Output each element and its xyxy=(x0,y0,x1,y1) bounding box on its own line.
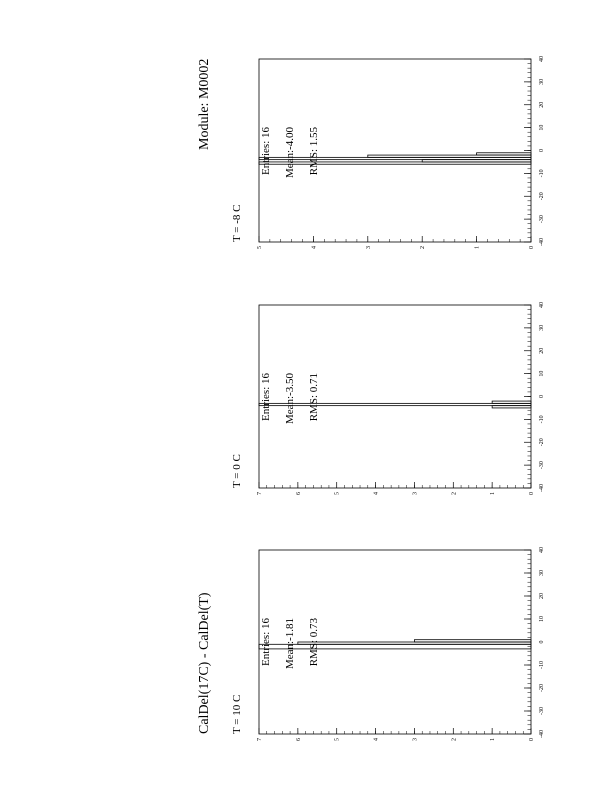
count-tick-label: 2 xyxy=(451,492,458,495)
count-tick-label: 3 xyxy=(365,246,372,249)
value-tick-label: 10 xyxy=(539,124,545,131)
histogram-panel xyxy=(231,56,545,249)
histogram-bin xyxy=(492,401,531,403)
count-tick-label: 1 xyxy=(474,246,481,249)
count-tick-label: 4 xyxy=(373,738,380,741)
stats-mean: Mean:-1.81 xyxy=(284,618,296,670)
histogram-bin xyxy=(259,644,531,649)
count-tick-label: 0 xyxy=(529,738,535,741)
count-tick-label: 5 xyxy=(334,492,341,495)
value-tick-label: 30 xyxy=(539,324,545,331)
count-tick-label: 7 xyxy=(257,738,263,741)
histogram-panels xyxy=(231,56,545,741)
value-tick-label: -10 xyxy=(539,661,545,669)
value-tick-label: 10 xyxy=(539,616,545,622)
value-tick-label: 40 xyxy=(539,302,545,308)
histogram-bin xyxy=(259,403,531,405)
value-tick-label: 20 xyxy=(539,347,545,354)
value-tick-label: -30 xyxy=(539,215,545,224)
value-tick-label: -30 xyxy=(539,707,545,715)
value-tick-label: 20 xyxy=(539,101,545,108)
stats-rms: RMS: 0.71 xyxy=(308,373,320,422)
count-tick-label: 2 xyxy=(420,246,427,249)
count-tick-label: 5 xyxy=(257,246,263,249)
value-tick-label: 40 xyxy=(539,56,545,62)
value-tick-label: 20 xyxy=(539,593,545,599)
stats-mean: Mean:-3.50 xyxy=(284,373,296,425)
count-tick-label: 3 xyxy=(412,738,419,741)
stats-entries: Entries: 16 xyxy=(260,373,272,421)
histogram-bin xyxy=(477,153,531,155)
stats-entries: Entries: 16 xyxy=(260,618,272,666)
count-tick-label: 6 xyxy=(295,492,302,495)
count-tick-label: 1 xyxy=(490,492,497,495)
stats-rms: RMS: 0.73 xyxy=(308,618,320,667)
count-tick-label: 4 xyxy=(311,246,318,249)
count-tick-label: 1 xyxy=(490,738,497,741)
histogram-bin xyxy=(414,640,531,642)
count-tick-label: 0 xyxy=(529,246,535,249)
stats-entries: Entries: 16 xyxy=(260,127,272,175)
plot-frame xyxy=(259,305,531,488)
stats-mean: Mean:-4.00 xyxy=(284,127,296,179)
module-label: Module: M0002 xyxy=(197,58,212,150)
value-tick-label: 30 xyxy=(539,78,545,85)
plot-frame xyxy=(259,59,531,242)
value-tick-label: -20 xyxy=(539,438,545,447)
histogram-panel xyxy=(231,302,545,495)
value-tick-label: -10 xyxy=(539,415,545,424)
temperature-label: T = 0 C xyxy=(231,454,243,488)
temperature-label: T = 10 C xyxy=(231,694,243,734)
value-tick-label: -10 xyxy=(539,169,545,178)
count-tick-label: 5 xyxy=(334,738,341,741)
value-tick-label: -20 xyxy=(539,192,545,201)
count-tick-label: 4 xyxy=(373,492,380,495)
value-tick-label: -40 xyxy=(539,484,545,492)
value-tick-label: -40 xyxy=(539,730,545,738)
value-tick-label: 30 xyxy=(539,570,545,576)
value-tick-label: 10 xyxy=(539,370,545,377)
value-tick-label: 0 xyxy=(539,640,545,644)
count-tick-label: 3 xyxy=(412,492,419,495)
stats-rms: RMS: 1.55 xyxy=(308,127,320,176)
temperature-label: T = -8 C xyxy=(231,204,243,242)
count-tick-label: 6 xyxy=(295,738,302,741)
count-tick-label: 7 xyxy=(257,492,263,495)
value-tick-label: -40 xyxy=(539,238,545,246)
count-tick-label: 0 xyxy=(529,492,535,495)
figure-title: CalDel(17C) - CalDel(T) xyxy=(197,592,212,734)
value-tick-label: -20 xyxy=(539,684,545,692)
value-tick-label: 40 xyxy=(539,547,545,553)
value-tick-label: -30 xyxy=(539,461,545,470)
value-tick-label: 0 xyxy=(539,149,545,152)
histogram-panel xyxy=(231,547,545,741)
value-tick-label: 0 xyxy=(539,395,545,398)
count-tick-label: 2 xyxy=(451,738,458,741)
